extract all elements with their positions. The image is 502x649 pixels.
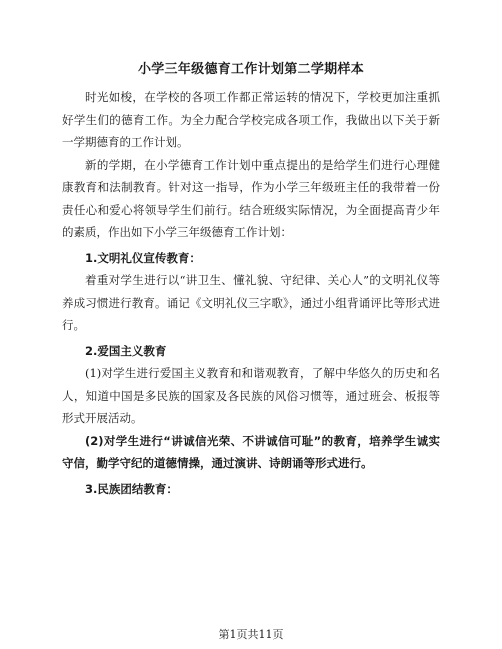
patriotism-item-1: (1)对学生进行爱国主义教育和和谐观教育，了解中华悠久的历史和名人，知道中国是多民族的国家及各民族的风俗习惯等，通过班会、板报等形式开展活动。 <box>62 366 440 425</box>
intro-paragraph: 时光如梭，在学校的各项工作都正常运转的情况下，学校更加注重抓好学生们的德育工作。为全力配合学校完成各项工作，我做出以下关于新一学期德育的工作计划。 <box>62 90 440 149</box>
document-title: 小学三年级德育工作计划第二学期样本 <box>137 62 365 77</box>
page-footer: 第1页共11页 <box>218 628 284 641</box>
patriotism-item-2: (2)对学生进行“讲诚信光荣、不讲诚信可耻”的教育，培养学生诚实守信，勤学守纪的道德情操，通过演讲、诗朗诵等形式进行。 <box>62 433 440 470</box>
section-heading-patriotism: 2.爱国主义教育 <box>85 343 167 358</box>
section-heading-unity: 3.民族团结教育： <box>85 481 178 496</box>
section-heading-etiquette: 1.文明礼仪宣传教育： <box>85 250 201 265</box>
plan-paragraph: 新的学期，在小学德育工作计划中重点提出的是给学生们进行心理健康教育和法制教育。针对这一指导，作为小学三年级班主任的我带着一份责任心和爱心将领导学生们前行。结合班级实际情况，为全面提高青少年的素质，作出如下小学三年级德育工作计划： <box>62 157 440 239</box>
section-text-etiquette: 着重对学生进行以“讲卫生、懂礼貌、守纪律、关心人”的文明礼仪等养成习惯进行教育。诵记《文明礼仪三字歌》，通过小组背诵评比等形式进行。 <box>62 273 440 332</box>
document-body <box>62 86 440 500</box>
